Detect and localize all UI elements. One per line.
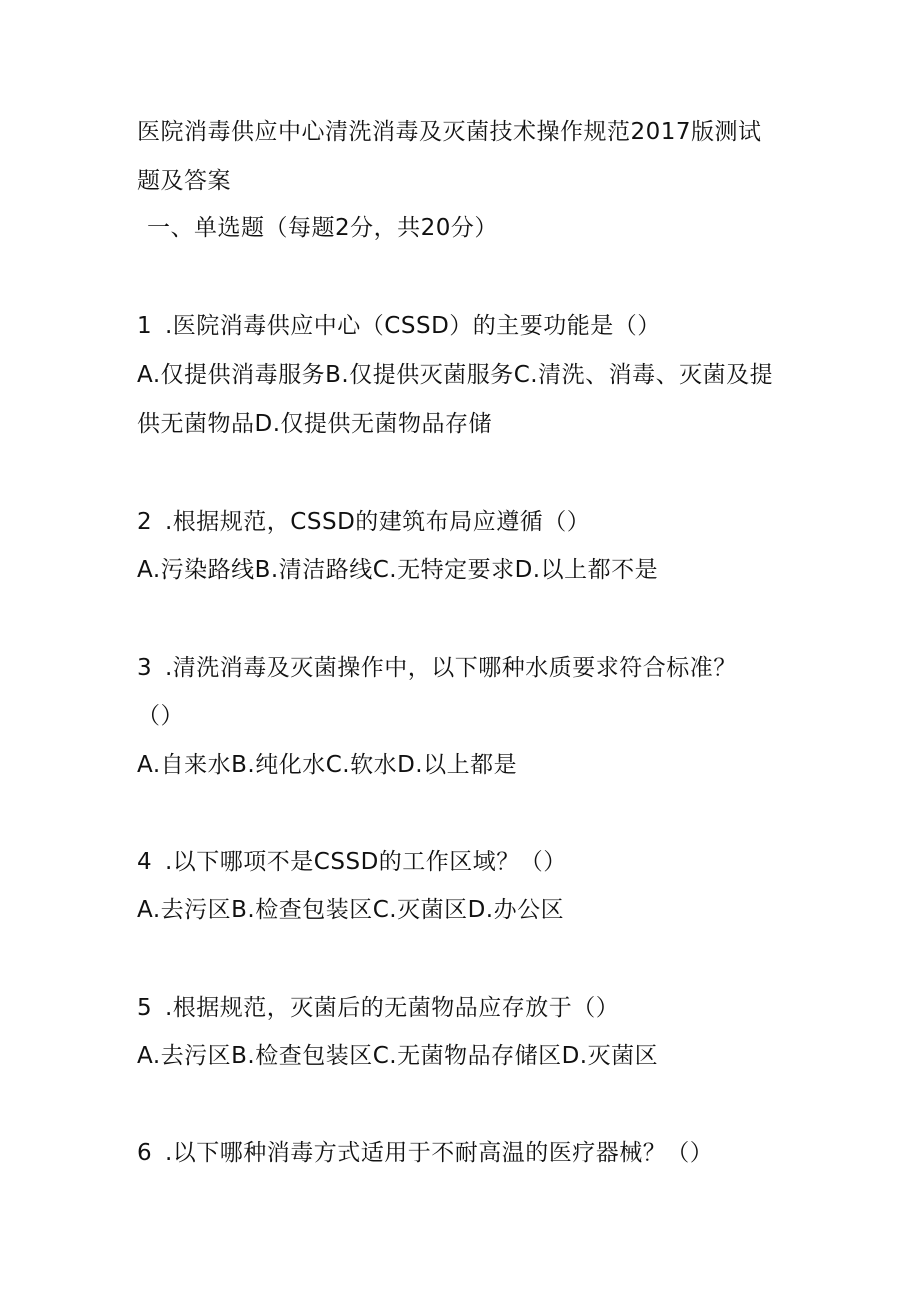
question-text: .根据规范，灭菌后的无菌物品应存放于（） [165, 995, 620, 1021]
question-2-options: A.污染路线B.清洁路线C.无特定要求D.以上都不是 [137, 557, 659, 583]
question-text: .以下哪项不是CSSD的工作区域？（） [165, 849, 567, 875]
section-heading: 一、单选题（每题2分，共20分） [147, 215, 498, 241]
question-1-stem [137, 311, 661, 341]
question-number: 6 [137, 1140, 153, 1166]
question-2-stem [137, 507, 590, 537]
question-1-options-line-1: A.仅提供消毒服务B.仅提供灭菌服务C.清洗、消毒、灭菌及提 [137, 362, 774, 388]
question-5-stem [137, 993, 619, 1023]
question-3-options: A.自来水B.纯化水C.软水D.以上都是 [137, 752, 518, 778]
question-number: 4 [137, 849, 153, 875]
question-1-options-line-2: 供无菌物品D.仅提供无菌物品存储 [137, 411, 493, 437]
question-number: 3 [137, 655, 153, 681]
question-3-stem [137, 653, 737, 683]
question-number: 5 [137, 995, 153, 1021]
document-title-line-1: 医院消毒供应中心清洗消毒及灭菌技术操作规范2017版测试 [137, 119, 762, 145]
question-text: .医院消毒供应中心（CSSD）的主要功能是（） [165, 313, 661, 339]
question-text: .清洗消毒及灭菌操作中，以下哪种水质要求符合标准？ [165, 655, 737, 681]
question-text: .根据规范，CSSD的建筑布局应遵循（） [165, 509, 591, 535]
question-number: 1 [137, 313, 153, 339]
document-title-line-2: 题及答案 [137, 168, 231, 194]
question-text: .以下哪种消毒方式适用于不耐高温的医疗器械？（） [165, 1140, 714, 1166]
question-6-stem [137, 1138, 713, 1168]
question-5-options: A.去污区B.检查包装区C.无菌物品存储区D.灭菌区 [137, 1043, 659, 1069]
question-4-options: A.去污区B.检查包装区C.灭菌区D.办公区 [137, 897, 565, 923]
question-number: 2 [137, 509, 153, 535]
question-3-stem-continued: （） [137, 703, 184, 729]
question-4-stem [137, 847, 567, 877]
